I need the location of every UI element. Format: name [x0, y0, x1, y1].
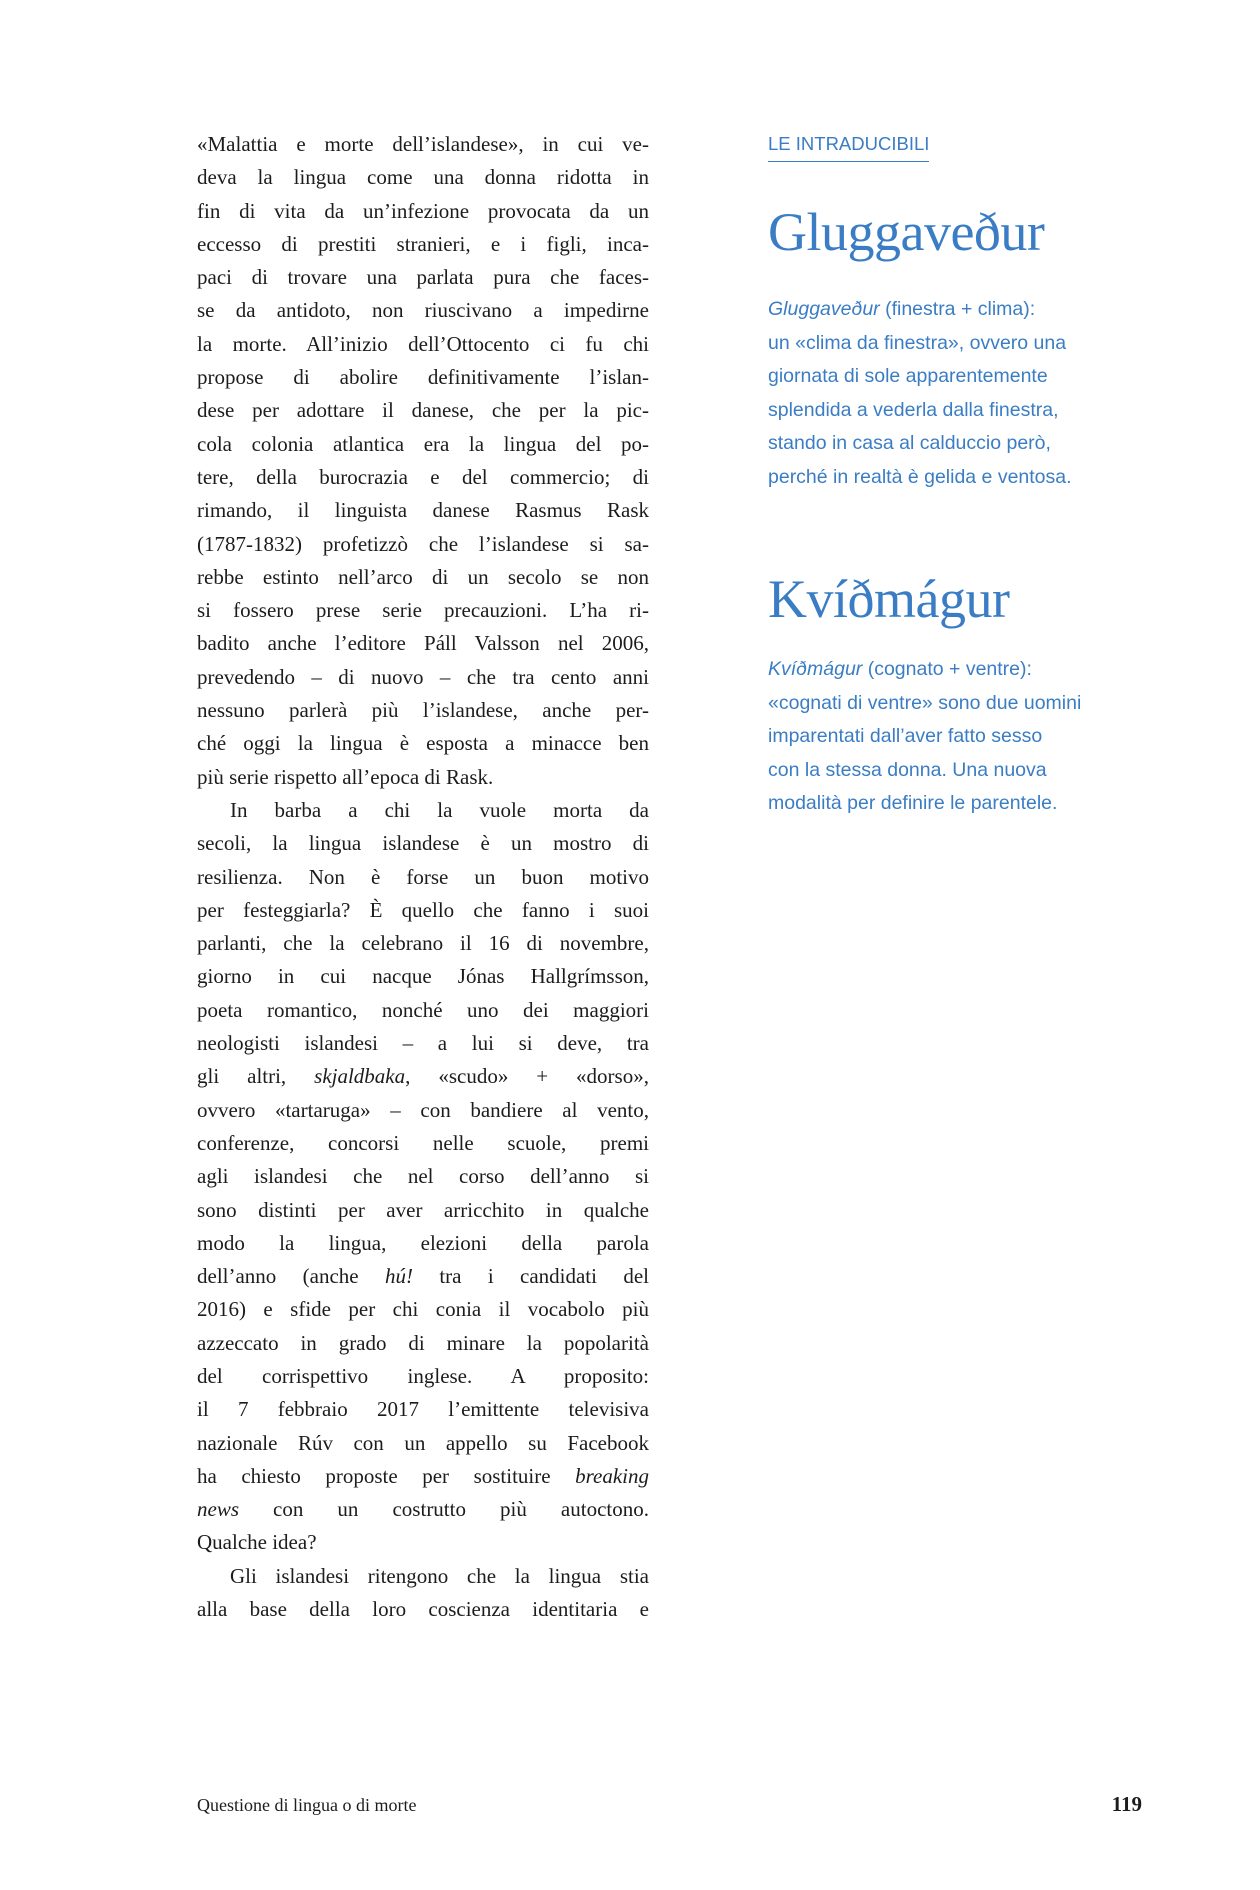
text-line	[197, 1393, 649, 1426]
text-line	[768, 653, 1128, 687]
text-segment: la morte. All’inizio dell’Ottocento ci fu chi	[197, 331, 649, 356]
text-segment: «Malattia e morte dell’islandese», in cui ve-	[197, 132, 649, 156]
text-segment: dese per adottare il danese, che per la pic-	[197, 398, 649, 423]
text-segment: (finestra + clima):	[879, 298, 1036, 320]
section-label: LE INTRADUCIBILI	[768, 132, 929, 162]
italic-term: news	[197, 1497, 239, 1522]
text-segment: rebbe estinto nell’arco di un secolo se non	[197, 564, 649, 589]
text-segment: tere, della burocrazia e del commercio; di	[197, 464, 649, 489]
text-segment: ha chiesto proposte per sostituire	[197, 1463, 576, 1488]
term-definition-kvidmagur	[768, 653, 1128, 821]
text-line	[197, 994, 649, 1027]
text-segment: badito anche l’editore Páll Valsson nel 2006,	[197, 631, 649, 656]
text-line	[197, 195, 649, 228]
text-segment: stando in casa al calduccio però,	[768, 432, 1051, 454]
text-line	[197, 1560, 649, 1593]
text-segment: splendida a vederla dalla finestra,	[768, 398, 1059, 421]
text-line	[768, 461, 1128, 495]
page-number: 119	[1111, 1792, 1142, 1816]
main-text-column	[197, 128, 649, 1626]
text-line	[197, 960, 649, 993]
text-segment: modalità per definire le parentele.	[768, 792, 1058, 814]
text-line	[768, 360, 1128, 394]
text-segment: 2016) e sfide per chi conia il vocabolo più	[197, 1297, 649, 1322]
text-line	[197, 1593, 649, 1626]
text-segment: nazionale Rúv con un appello su Facebook	[197, 1430, 649, 1455]
text-line	[197, 727, 649, 760]
text-line	[197, 394, 649, 427]
text-segment: propose di abolire definitivamente l’islan-	[197, 365, 649, 390]
text-line	[197, 1060, 649, 1093]
term-heading-gluggavedur: Gluggaveður	[768, 202, 1045, 262]
text-line	[768, 687, 1128, 721]
text-line	[768, 427, 1128, 461]
text-segment: eccesso di prestiti stranieri, e i figli, inca-	[197, 231, 649, 256]
text-line	[197, 1493, 649, 1526]
text-segment: «cognati di ventre» sono due uomini	[768, 691, 1082, 714]
text-line	[197, 594, 649, 627]
text-line	[197, 661, 649, 694]
text-segment: agli islandesi che nel corso dell’anno si	[197, 1164, 649, 1189]
text-segment: Qualche idea?	[197, 1530, 317, 1555]
text-line	[197, 1327, 649, 1360]
text-segment: per festeggiarla? È quello che fanno i suoi	[197, 897, 649, 922]
text-segment: un «clima da finestra», ovvero una	[768, 331, 1067, 354]
text-line	[197, 1027, 649, 1060]
text-segment: parlanti, che la celebrano il 16 di novembre,	[197, 931, 649, 956]
text-segment: modo la lingua, elezioni della parola	[197, 1230, 649, 1255]
text-segment: neologisti islandesi – a lui si deve, tra	[197, 1031, 649, 1056]
text-line	[197, 328, 649, 361]
text-line	[197, 1360, 649, 1393]
text-segment: (1787-1832) profetizzò che l’islandese si sa-	[197, 531, 649, 556]
text-segment: con un costrutto più autoctono.	[239, 1497, 649, 1522]
text-segment: dell’anno (anche	[197, 1264, 385, 1289]
text-line	[197, 694, 649, 727]
text-line	[768, 787, 1128, 821]
text-segment: (cognato + ventre):	[862, 658, 1032, 680]
italic-term: skjaldbaka	[314, 1064, 406, 1089]
term-definition-gluggavedur	[768, 293, 1128, 494]
text-line	[197, 627, 649, 660]
text-segment: il 7 febbraio 2017 l’emittente televisiva	[197, 1397, 649, 1422]
text-segment: resilienza. Non è forse un buon motivo	[197, 864, 649, 889]
text-segment: giorno in cui nacque Jónas Hallgrímsson,	[197, 964, 649, 989]
text-line	[197, 228, 649, 261]
text-line	[197, 827, 649, 860]
running-footer-title: Questione di lingua o di morte	[197, 1795, 417, 1815]
text-line	[197, 1127, 649, 1160]
text-segment: ché oggi la lingua è esposta a minacce ben	[197, 731, 649, 756]
text-line	[768, 394, 1128, 428]
text-line	[197, 528, 649, 561]
term-heading-kvidmagur: Kvíðmágur	[768, 569, 1010, 629]
text-segment: , «scudo» + «dorso»,	[405, 1064, 649, 1089]
text-line	[197, 1194, 649, 1227]
text-segment: imparentati dall’aver fatto sesso	[768, 725, 1043, 747]
text-segment: cola colonia atlantica era la lingua del po-	[197, 431, 649, 456]
text-line	[197, 494, 649, 527]
text-line	[197, 794, 649, 827]
text-line	[197, 927, 649, 960]
text-segment: perché in realtà è gelida e ventosa.	[768, 465, 1072, 488]
text-segment: nessuno parlerà più l’islandese, anche per-	[197, 698, 649, 723]
text-line	[197, 1427, 649, 1460]
text-line	[197, 1460, 649, 1493]
text-line	[197, 461, 649, 494]
text-line	[197, 894, 649, 927]
text-segment: giornata di sole apparentemente	[768, 365, 1048, 387]
text-segment: se da antidoto, non riuscivano a impedirne	[197, 298, 649, 323]
text-segment: Gli islandesi ritengono che la lingua stia	[230, 1563, 649, 1588]
text-segment: rimando, il linguista danese Rasmus Rask	[197, 498, 649, 523]
text-line	[197, 1260, 649, 1293]
italic-term: breaking	[575, 1463, 649, 1488]
text-segment: In barba a chi la vuole morta da	[230, 797, 649, 822]
text-line	[197, 1293, 649, 1326]
text-line	[197, 1094, 649, 1127]
text-segment: poeta romantico, nonché uno dei maggiori	[197, 997, 649, 1022]
text-segment: più serie rispetto all’epoca di Rask.	[197, 764, 494, 789]
text-line	[197, 361, 649, 394]
text-segment: paci di trovare una parlata pura che faces-	[197, 265, 649, 290]
text-segment: si fossero prese serie precauzioni. L’ha ri-	[197, 598, 649, 623]
text-segment: del corrispettivo inglese. A proposito:	[197, 1363, 649, 1388]
text-line	[197, 294, 649, 327]
italic-term: hú!	[384, 1264, 413, 1289]
text-line	[768, 293, 1128, 327]
text-segment: fin di vita da un’infezione provocata da un	[197, 198, 649, 223]
text-line	[197, 1160, 649, 1193]
text-line	[197, 261, 649, 294]
text-line	[197, 561, 649, 594]
text-line	[197, 161, 649, 194]
text-segment: secoli, la lingua islandese è un mostro di	[197, 831, 649, 856]
text-segment: sono distinti per aver arricchito in qualche	[197, 1197, 649, 1222]
text-segment: alla base della loro coscienza identitaria e	[197, 1597, 649, 1622]
italic-term: Kvíðmágur	[768, 658, 863, 680]
text-segment: gli altri,	[197, 1064, 315, 1089]
text-segment: azzeccato in grado di minare la popolarità	[197, 1330, 649, 1355]
text-segment: con la stessa donna. Una nuova	[768, 758, 1047, 781]
text-line	[197, 128, 649, 161]
text-line	[197, 861, 649, 894]
text-segment: tra i candidati del	[412, 1264, 649, 1289]
text-segment: conferenze, concorsi nelle scuole, premi	[197, 1130, 649, 1155]
text-segment: deva la lingua come una donna ridotta in	[197, 165, 649, 190]
text-segment: ovvero «tartaruga» – con bandiere al vento,	[197, 1097, 649, 1122]
text-line	[768, 754, 1128, 788]
text-line	[197, 428, 649, 461]
italic-term: Gluggaveður	[768, 298, 880, 320]
text-segment: prevedendo – di nuovo – che tra cento anni	[197, 664, 649, 689]
text-line	[197, 1526, 649, 1559]
text-line	[768, 327, 1128, 361]
text-line	[197, 1227, 649, 1260]
text-line	[197, 761, 649, 794]
text-line	[768, 720, 1128, 754]
